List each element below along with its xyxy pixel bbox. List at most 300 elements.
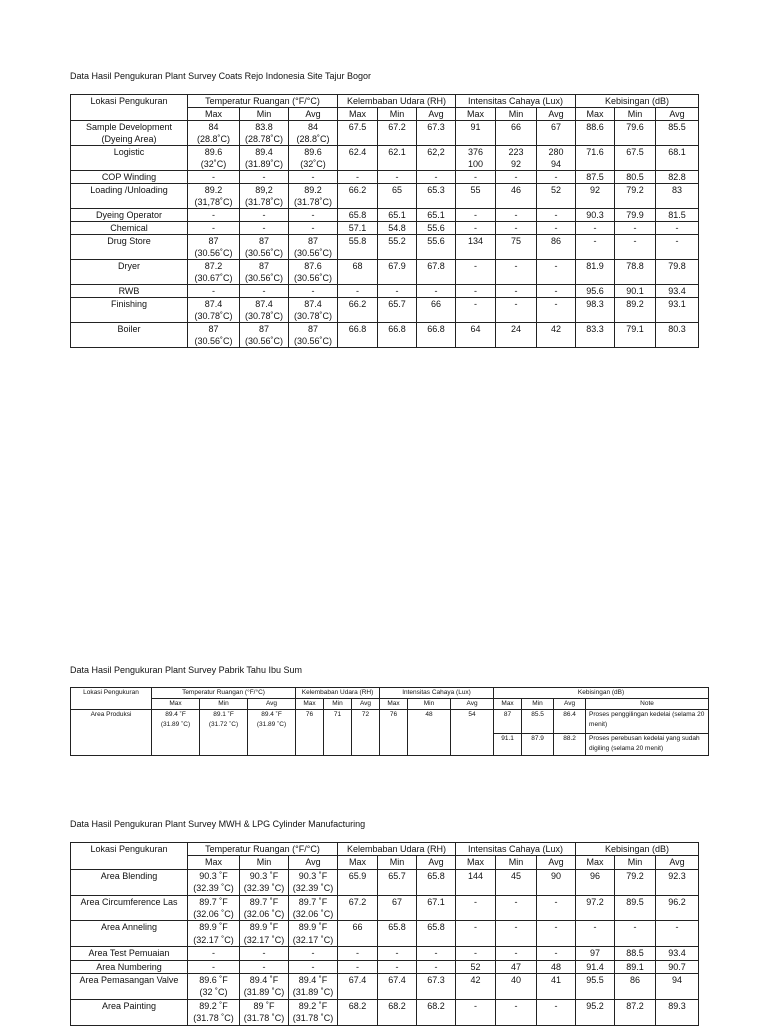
rh-min: 71 xyxy=(324,710,352,756)
location-cell: Area Anneling xyxy=(71,921,188,947)
db-min: 89.1 xyxy=(615,960,656,973)
db-max: 90.3 xyxy=(576,209,615,222)
db-min: 80.5 xyxy=(615,171,656,184)
temp-avg: 87.6 (30.56˚C) xyxy=(289,260,338,285)
humidity-header: Kelembaban Udara (RH) xyxy=(296,688,380,699)
lux-min: - xyxy=(496,171,537,184)
rh-max: - xyxy=(338,171,378,184)
survey3-title: Data Hasil Pengukuran Plant Survey MWH & LPG Cylinder Manufacturing xyxy=(70,819,366,829)
table-row xyxy=(71,710,709,734)
humidity-header: Kelembaban Udara (RH) xyxy=(338,843,456,856)
rh-avg: 66 xyxy=(417,298,456,323)
rh-min: 65 xyxy=(378,184,417,209)
db-min: 89.2 xyxy=(615,298,656,323)
lux-max: 55 xyxy=(456,184,496,209)
survey1-title: Data Hasil Pengukuran Plant Survey Coats Rejo Indonesia Site Tajur Bogor xyxy=(70,71,372,81)
location-cell: Area Blending xyxy=(71,869,188,895)
lux-max: 134 xyxy=(456,235,496,260)
db-avg: - xyxy=(656,921,699,947)
temp-avg: 87.4 (30.78˚C) xyxy=(289,298,338,323)
location-cell: Area Pemasangan Valve xyxy=(71,974,188,1000)
temp-max: 87 (30.56˚C) xyxy=(188,235,240,260)
lux-min: - xyxy=(496,895,537,921)
db-min: - xyxy=(615,921,656,947)
temp-avg: 87 (30.56˚C) xyxy=(289,323,338,348)
rh-min: 65.7 xyxy=(378,298,417,323)
rh-max: 67.4 xyxy=(338,974,378,1000)
temp-max: - xyxy=(188,209,240,222)
sub-min: Min xyxy=(240,856,289,869)
db-max: 95.6 xyxy=(576,285,615,298)
db-avg: 93.4 xyxy=(656,947,699,960)
sub-max: Max xyxy=(296,699,324,710)
temp-avg: 89.2 (31.78˚C) xyxy=(289,184,338,209)
lux-min: 45 xyxy=(496,869,537,895)
sub-max: Max xyxy=(456,108,496,121)
temp-min: 87.4 (30.78˚C) xyxy=(240,298,289,323)
note-cell: Proses perebusan kedelai yang sudah digiling (selama 20 menit) xyxy=(586,734,709,756)
rh-max: 55.8 xyxy=(338,235,378,260)
location-cell: Area Painting xyxy=(71,999,188,1025)
rh-min: - xyxy=(378,960,417,973)
survey1-table xyxy=(70,94,699,348)
temp-max: 89.6 ˚F (32 ˚C) xyxy=(188,974,240,1000)
db-avg: 93.1 xyxy=(656,298,699,323)
temp-avg: 89.4 ˚F (31.89 ˚C) xyxy=(289,974,338,1000)
db-min: 89.5 xyxy=(615,895,656,921)
table-row xyxy=(71,999,699,1025)
sub-avg: Avg xyxy=(289,856,338,869)
rh-avg: 67.1 xyxy=(417,895,456,921)
sub-max: Max xyxy=(338,856,378,869)
table-row xyxy=(71,323,699,348)
lux-avg: - xyxy=(537,298,576,323)
lux-min: - xyxy=(496,222,537,235)
db-min: 87.2 xyxy=(615,999,656,1025)
rh-min: 67.9 xyxy=(378,260,417,285)
db-min: 79.9 xyxy=(615,209,656,222)
lux-max: - xyxy=(456,895,496,921)
temp-max: 89.9 ˚F (32.17 ˚C) xyxy=(188,921,240,947)
temp-min: 89.4 (31.89˚C) xyxy=(240,146,289,171)
sub-max: Max xyxy=(338,108,378,121)
lux-min: - xyxy=(496,285,537,298)
sub-avg: Avg xyxy=(289,108,338,121)
lux-max: - xyxy=(456,947,496,960)
sub-max: Max xyxy=(188,108,240,121)
sub-min: Min xyxy=(496,856,537,869)
db-min: - xyxy=(615,235,656,260)
db-min: 88.5 xyxy=(615,947,656,960)
temp-max: - xyxy=(188,947,240,960)
note-header: Note xyxy=(586,699,709,710)
rh-max: 66.2 xyxy=(338,298,378,323)
sub-max: Max xyxy=(380,699,408,710)
db-avg: - xyxy=(656,235,699,260)
table-row xyxy=(71,184,699,209)
location-cell: Dyeing Operator xyxy=(71,209,188,222)
lux-avg: - xyxy=(537,999,576,1025)
rh-max: 68.2 xyxy=(338,999,378,1025)
lux-max: - xyxy=(456,222,496,235)
rh-min: 67.2 xyxy=(378,121,417,146)
lux-avg: - xyxy=(537,285,576,298)
rh-min: - xyxy=(378,171,417,184)
rh-avg: 72 xyxy=(352,710,380,756)
db-min: 67.5 xyxy=(615,146,656,171)
db-min: 87.9 xyxy=(522,734,554,756)
rh-avg: 65.8 xyxy=(417,869,456,895)
lux-min: - xyxy=(496,947,537,960)
db-avg: 79.8 xyxy=(656,260,699,285)
lux-min: - xyxy=(496,260,537,285)
db-avg: 86.4 xyxy=(554,710,586,734)
table-row xyxy=(71,146,699,171)
rh-avg: 67.3 xyxy=(417,121,456,146)
db-max: 87 xyxy=(494,710,522,734)
sub-avg: Avg xyxy=(554,699,586,710)
db-avg: 83 xyxy=(656,184,699,209)
rh-max: 62.4 xyxy=(338,146,378,171)
lux-max: 91 xyxy=(456,121,496,146)
sub-min: Min xyxy=(378,108,417,121)
lux-max: - xyxy=(456,298,496,323)
sub-avg: Avg xyxy=(417,856,456,869)
sub-avg: Avg xyxy=(451,699,494,710)
lux-avg: 41 xyxy=(537,974,576,1000)
lux-max: - xyxy=(456,171,496,184)
lux-min: - xyxy=(496,921,537,947)
temp-avg: - xyxy=(289,960,338,973)
sub-min: Min xyxy=(496,108,537,121)
rh-min: 65.8 xyxy=(378,921,417,947)
lux-avg: 280 94 xyxy=(537,146,576,171)
db-min: 78.8 xyxy=(615,260,656,285)
lux-min: 66 xyxy=(496,121,537,146)
rh-avg: 65.3 xyxy=(417,184,456,209)
location-cell: Area Numbering xyxy=(71,960,188,973)
db-avg: 80.3 xyxy=(656,323,699,348)
lux-max: - xyxy=(456,260,496,285)
db-max: 88.6 xyxy=(576,121,615,146)
rh-avg: 55.6 xyxy=(417,222,456,235)
sub-max: Max xyxy=(152,699,200,710)
temp-max: 89.2 (31,78˚C) xyxy=(188,184,240,209)
rh-max: 68 xyxy=(338,260,378,285)
rh-avg: 66.8 xyxy=(417,323,456,348)
location-cell: Boiler xyxy=(71,323,188,348)
db-min: 79.2 xyxy=(615,184,656,209)
lux-max: - xyxy=(456,209,496,222)
temp-avg: 89.4 ˚F (31.89 ˚C) xyxy=(248,710,296,756)
sub-avg: Avg xyxy=(656,108,699,121)
sub-avg: Avg xyxy=(417,108,456,121)
temp-max: 89.4 ˚F (31.89 ˚C) xyxy=(152,710,200,756)
temp-avg: - xyxy=(289,947,338,960)
sub-min: Min xyxy=(240,108,289,121)
lux-min: - xyxy=(496,298,537,323)
temp-max: 90.3 ˚F (32.39 ˚C) xyxy=(188,869,240,895)
temp-min: 89,2 (31.78˚C) xyxy=(240,184,289,209)
sub-avg: Avg xyxy=(248,699,296,710)
lux-avg: - xyxy=(537,921,576,947)
temp-max: - xyxy=(188,222,240,235)
temperature-header: Temperatur Ruangan (°F/°C) xyxy=(188,95,338,108)
rh-max: 65.8 xyxy=(338,209,378,222)
table-row xyxy=(71,285,699,298)
location-cell: RWB xyxy=(71,285,188,298)
noise-header: Kebisingan (dB) xyxy=(576,843,699,856)
location-cell: Finishing xyxy=(71,298,188,323)
location-cell: Dryer xyxy=(71,260,188,285)
db-max: - xyxy=(576,222,615,235)
rh-min: 65.1 xyxy=(378,209,417,222)
temp-max: - xyxy=(188,285,240,298)
lux-avg: 67 xyxy=(537,121,576,146)
rh-avg: - xyxy=(417,171,456,184)
temp-min: - xyxy=(240,960,289,973)
sub-min: Min xyxy=(615,108,656,121)
rh-min: 54.8 xyxy=(378,222,417,235)
table-row xyxy=(71,235,699,260)
temp-min: 87 (30.56˚C) xyxy=(240,260,289,285)
temp-min: 83.8 (28.78˚C) xyxy=(240,121,289,146)
rh-min: 66.8 xyxy=(378,323,417,348)
table-row xyxy=(71,209,699,222)
lux-max: 144 xyxy=(456,869,496,895)
table-row xyxy=(71,895,699,921)
lux-max: 52 xyxy=(456,960,496,973)
lux-min: 223 92 xyxy=(496,146,537,171)
temp-max: 87 (30.56˚C) xyxy=(188,323,240,348)
temp-max: - xyxy=(188,171,240,184)
lux-min: - xyxy=(496,999,537,1025)
area-name: Area Produksi xyxy=(71,710,152,756)
temp-min: - xyxy=(240,171,289,184)
table-row xyxy=(71,960,699,973)
rh-max: - xyxy=(338,285,378,298)
rh-max: 66.2 xyxy=(338,184,378,209)
sub-min: Min xyxy=(615,856,656,869)
table-row xyxy=(71,947,699,960)
db-max: 95.2 xyxy=(576,999,615,1025)
db-max: 97 xyxy=(576,947,615,960)
sub-min: Min xyxy=(408,699,451,710)
lux-max: - xyxy=(456,285,496,298)
db-max: 98.3 xyxy=(576,298,615,323)
rh-min: - xyxy=(378,285,417,298)
lux-avg: - xyxy=(537,171,576,184)
temp-max: 89.2 ˚F (31.78 ˚C) xyxy=(188,999,240,1025)
sub-min: Min xyxy=(522,699,554,710)
db-avg: 88.2 xyxy=(554,734,586,756)
location-cell: Logistic xyxy=(71,146,188,171)
temp-avg: - xyxy=(289,209,338,222)
sub-max: Max xyxy=(494,699,522,710)
rh-avg: 67.3 xyxy=(417,974,456,1000)
location-header: Lokasi Pengukuran xyxy=(71,843,188,870)
location-cell: Chemical xyxy=(71,222,188,235)
temp-max: 89.6 (32˚C) xyxy=(188,146,240,171)
db-avg: 92.3 xyxy=(656,869,699,895)
table-row xyxy=(71,121,699,146)
rh-avg: 55.6 xyxy=(417,235,456,260)
rh-avg: 62,2 xyxy=(417,146,456,171)
temp-min: 89.1 ˚F (31.72 ˚C) xyxy=(200,710,248,756)
temp-min: - xyxy=(240,285,289,298)
rh-avg: - xyxy=(417,285,456,298)
rh-max: 76 xyxy=(296,710,324,756)
temp-avg: 89.9 ˚F (32.17 ˚C) xyxy=(289,921,338,947)
rh-max: 66 xyxy=(338,921,378,947)
rh-avg: - xyxy=(417,960,456,973)
lux-min: 46 xyxy=(496,184,537,209)
lux-avg: 52 xyxy=(537,184,576,209)
sub-min: Min xyxy=(324,699,352,710)
lux-min: 40 xyxy=(496,974,537,1000)
temp-max: - xyxy=(188,960,240,973)
db-max: 91.1 xyxy=(494,734,522,756)
db-min: 79.1 xyxy=(615,323,656,348)
rh-min: 65.7 xyxy=(378,869,417,895)
db-avg: 68.1 xyxy=(656,146,699,171)
rh-max: 67.2 xyxy=(338,895,378,921)
sub-avg: Avg xyxy=(352,699,380,710)
table-row xyxy=(71,260,699,285)
temp-min: 90.3 ˚F (32.39 ˚C) xyxy=(240,869,289,895)
location-cell: Area Test Pemuaian xyxy=(71,947,188,960)
db-avg: - xyxy=(656,222,699,235)
db-avg: 94 xyxy=(656,974,699,1000)
rh-avg: 68.2 xyxy=(417,999,456,1025)
table-row xyxy=(71,298,699,323)
temp-min: - xyxy=(240,222,289,235)
lux-avg: - xyxy=(537,209,576,222)
temp-avg: 89.2 ˚F (31.78 ˚C) xyxy=(289,999,338,1025)
humidity-header: Kelembaban Udara (RH) xyxy=(338,95,456,108)
db-avg: 81.5 xyxy=(656,209,699,222)
db-max: - xyxy=(576,235,615,260)
db-min: 86 xyxy=(615,974,656,1000)
sub-max: Max xyxy=(188,856,240,869)
db-min: 79.6 xyxy=(615,121,656,146)
db-max: 91.4 xyxy=(576,960,615,973)
rh-max: 66.8 xyxy=(338,323,378,348)
db-min: 79.2 xyxy=(615,869,656,895)
temp-min: - xyxy=(240,209,289,222)
lux-min: 48 xyxy=(408,710,451,756)
db-max: 87.5 xyxy=(576,171,615,184)
light-header: Intensitas Cahaya (Lux) xyxy=(456,95,576,108)
sub-avg: Avg xyxy=(537,856,576,869)
db-avg: 82.8 xyxy=(656,171,699,184)
lux-max: 64 xyxy=(456,323,496,348)
temp-min: 87 (30.56˚C) xyxy=(240,323,289,348)
temp-avg: - xyxy=(289,285,338,298)
survey2-table xyxy=(70,687,709,756)
location-cell: Sample Development (Dyeing Area) xyxy=(71,121,188,146)
rh-avg: 65.8 xyxy=(417,921,456,947)
db-max: 81.9 xyxy=(576,260,615,285)
survey3-table xyxy=(70,842,699,1026)
location-cell: Area Circumference Las xyxy=(71,895,188,921)
lux-avg: - xyxy=(537,947,576,960)
db-max: 96 xyxy=(576,869,615,895)
survey2-title: Data Hasil Pengukuran Plant Survey Pabrik Tahu Ibu Sum xyxy=(70,665,302,675)
rh-min: 62.1 xyxy=(378,146,417,171)
note-cell: Proses penggilingan kedelai (selama 20 menit) xyxy=(586,710,709,734)
location-header: Lokasi Pengukuran xyxy=(71,95,188,121)
rh-min: 55.2 xyxy=(378,235,417,260)
rh-min: 67.4 xyxy=(378,974,417,1000)
sub-min: Min xyxy=(378,856,417,869)
light-header: Intensitas Cahaya (Lux) xyxy=(380,688,494,699)
temp-max: 87.2 (30.67˚C) xyxy=(188,260,240,285)
db-max: 92 xyxy=(576,184,615,209)
lux-max: 76 xyxy=(380,710,408,756)
noise-header: Kebisingan (dB) xyxy=(576,95,699,108)
rh-max: - xyxy=(338,947,378,960)
rh-max: - xyxy=(338,960,378,973)
lux-avg: 86 xyxy=(537,235,576,260)
sub-max: Max xyxy=(456,856,496,869)
temp-avg: - xyxy=(289,171,338,184)
lux-min: 24 xyxy=(496,323,537,348)
table-row xyxy=(71,921,699,947)
rh-avg: 65.1 xyxy=(417,209,456,222)
lux-max: 42 xyxy=(456,974,496,1000)
table-row xyxy=(71,171,699,184)
lux-avg: - xyxy=(537,895,576,921)
db-max: 83.3 xyxy=(576,323,615,348)
noise-header: Kebisingan (dB) xyxy=(494,688,709,699)
lux-max: 376 100 xyxy=(456,146,496,171)
db-min: 90.1 xyxy=(615,285,656,298)
temp-avg: 89.7 ˚F (32.06 ˚C) xyxy=(289,895,338,921)
light-header: Intensitas Cahaya (Lux) xyxy=(456,843,576,856)
db-avg: 85.5 xyxy=(656,121,699,146)
lux-avg: - xyxy=(537,222,576,235)
lux-min: 47 xyxy=(496,960,537,973)
lux-avg: 48 xyxy=(537,960,576,973)
table-row xyxy=(71,974,699,1000)
lux-avg: 54 xyxy=(451,710,494,756)
temp-min: 89 ˚F (31.78 ˚C) xyxy=(240,999,289,1025)
db-avg: 90.7 xyxy=(656,960,699,973)
db-max: 71.6 xyxy=(576,146,615,171)
rh-max: 67.5 xyxy=(338,121,378,146)
sub-avg: Avg xyxy=(656,856,699,869)
lux-min: 75 xyxy=(496,235,537,260)
db-avg: 96.2 xyxy=(656,895,699,921)
db-max: - xyxy=(576,921,615,947)
db-min: - xyxy=(615,222,656,235)
table-row xyxy=(71,869,699,895)
temperature-header: Temperatur Ruangan (°F/°C) xyxy=(152,688,296,699)
temp-avg: 90.3 ˚F (32.39 ˚C) xyxy=(289,869,338,895)
lux-avg: 42 xyxy=(537,323,576,348)
lux-max: - xyxy=(456,999,496,1025)
location-header: Lokasi Pengukuran xyxy=(71,688,152,710)
temp-avg: 84 (28.8˚C) xyxy=(289,121,338,146)
rh-max: 65.9 xyxy=(338,869,378,895)
temp-min: 89.7 ˚F (32.06 ˚C) xyxy=(240,895,289,921)
location-cell: Drug Store xyxy=(71,235,188,260)
lux-avg: 90 xyxy=(537,869,576,895)
temp-avg: - xyxy=(289,222,338,235)
temp-min: 89.4 ˚F (31.89 ˚C) xyxy=(240,974,289,1000)
location-cell: COP Winding xyxy=(71,171,188,184)
